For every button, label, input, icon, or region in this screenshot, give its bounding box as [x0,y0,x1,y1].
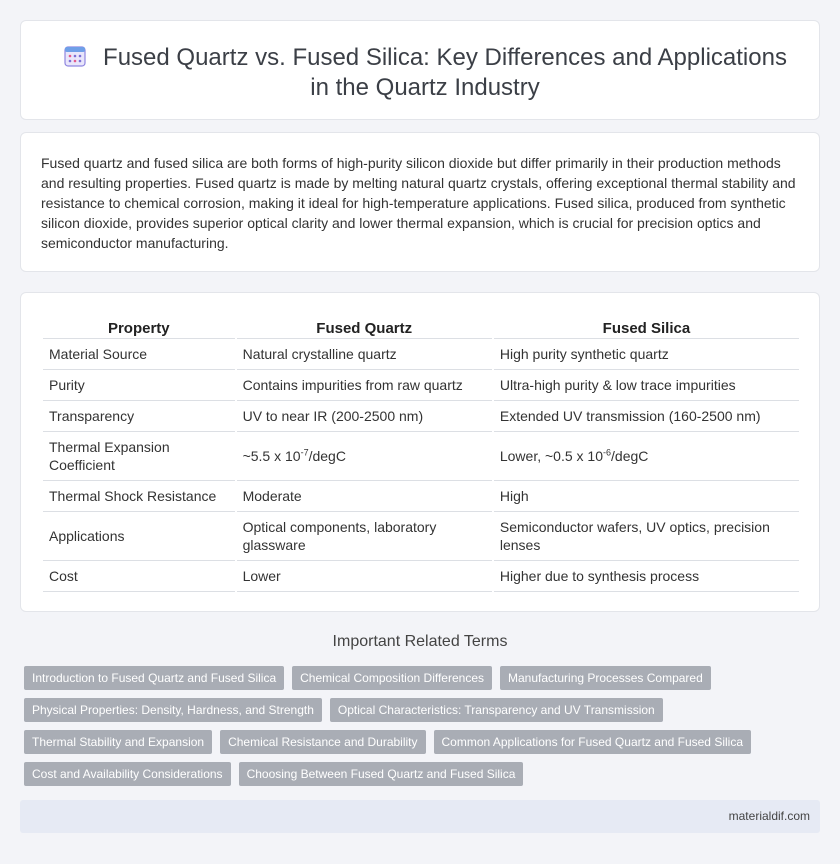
table-row [43,481,799,512]
cell-silica: Higher due to synthesis process [494,561,799,592]
quartz-expansion-base: ~5.5 x 10 [242,448,301,464]
related-term-tag[interactable]: Chemical Composition Differences [292,666,492,690]
silica-expansion-unit: /degC [611,448,649,464]
comparison-table [41,313,801,592]
table-row [43,339,799,370]
cell-quartz: Optical components, laboratory glassware [237,512,492,561]
related-terms-list [24,666,784,794]
cell-silica: Ultra-high purity & low trace impurities [494,370,799,401]
cell-silica: Extended UV transmission (160-2500 nm) [494,401,799,432]
footer-bar [20,800,820,833]
table-row [43,512,799,561]
related-terms-title: Important Related Terms [332,633,508,650]
cell-silica: High [494,481,799,512]
table-row [43,432,799,481]
page-title [51,43,799,103]
related-term-tag[interactable]: Choosing Between Fused Quartz and Fused Silica [239,762,524,786]
header-fused-quartz: Fused Quartz [237,313,492,339]
table-row [43,401,799,432]
cell-quartz: Natural crystalline quartz [237,339,492,370]
cell-property: Applications [43,512,235,561]
table-row [43,561,799,592]
cell-silica: Semiconductor wafers, UV optics, precision lenses [494,512,799,561]
header-fused-silica: Fused Silica [494,313,799,339]
related-term-tag[interactable]: Chemical Resistance and Durability [220,730,425,754]
cell-property: Cost [43,561,235,592]
cell-quartz [237,432,492,481]
quartz-expansion-exponent: -7 [300,447,309,458]
related-term-tag[interactable]: Physical Properties: Density, Hardness, and Strength [24,698,322,722]
header-property: Property [43,313,235,339]
related-term-tag[interactable]: Thermal Stability and Expansion [24,730,212,754]
intro-paragraph: Fused quartz and fused silica are both forms of high-purity silicon dioxide but differ primarily in their production methods and resulting properties. Fused quartz is made by melting natural quartz crystals, offering exceptional thermal stability and resistance to chemical corrosion, making it ideal for high-temperature applications. Fused silica, produced from synthetic silicon dioxide, provides superior optical clarity and lower thermal expansion, which is crucial for precision optics and semiconductor manufacturing. [41,155,796,251]
intro-card [20,132,820,272]
related-term-tag[interactable]: Manufacturing Processes Compared [500,666,711,690]
cell-silica: High purity synthetic quartz [494,339,799,370]
related-term-tag[interactable]: Cost and Availability Considerations [24,762,231,786]
silica-expansion-exponent: -6 [603,447,612,458]
cell-property: Transparency [43,401,235,432]
related-term-tag[interactable]: Optical Characteristics: Transparency and UV Transmission [330,698,663,722]
footer-site-link[interactable]: materialdif.com [728,809,810,823]
related-term-tag[interactable]: Common Applications for Fused Quartz and Fused Silica [434,730,751,754]
cell-property: Thermal Shock Resistance [43,481,235,512]
title-card [20,20,820,120]
cell-quartz: UV to near IR (200-2500 nm) [237,401,492,432]
cell-quartz: Moderate [237,481,492,512]
comparison-card [20,292,820,612]
cell-property: Thermal Expansion Coefficient [43,432,235,481]
table-header-row [43,313,799,339]
table-row [43,370,799,401]
cell-silica [494,432,799,481]
silica-expansion-base: Lower, ~0.5 x 10 [499,448,603,464]
related-term-tag[interactable]: Introduction to Fused Quartz and Fused Silica [24,666,284,690]
cell-quartz: Contains impurities from raw quartz [237,370,492,401]
title-text: Fused Quartz vs. Fused Silica: Key Differences and Applications in the Quartz Industry [103,44,787,101]
cell-property: Material Source [43,339,235,370]
cell-property: Purity [43,370,235,401]
cell-quartz: Lower [237,561,492,592]
quartz-expansion-unit: /degC [308,448,346,464]
calendar-icon [63,44,87,68]
